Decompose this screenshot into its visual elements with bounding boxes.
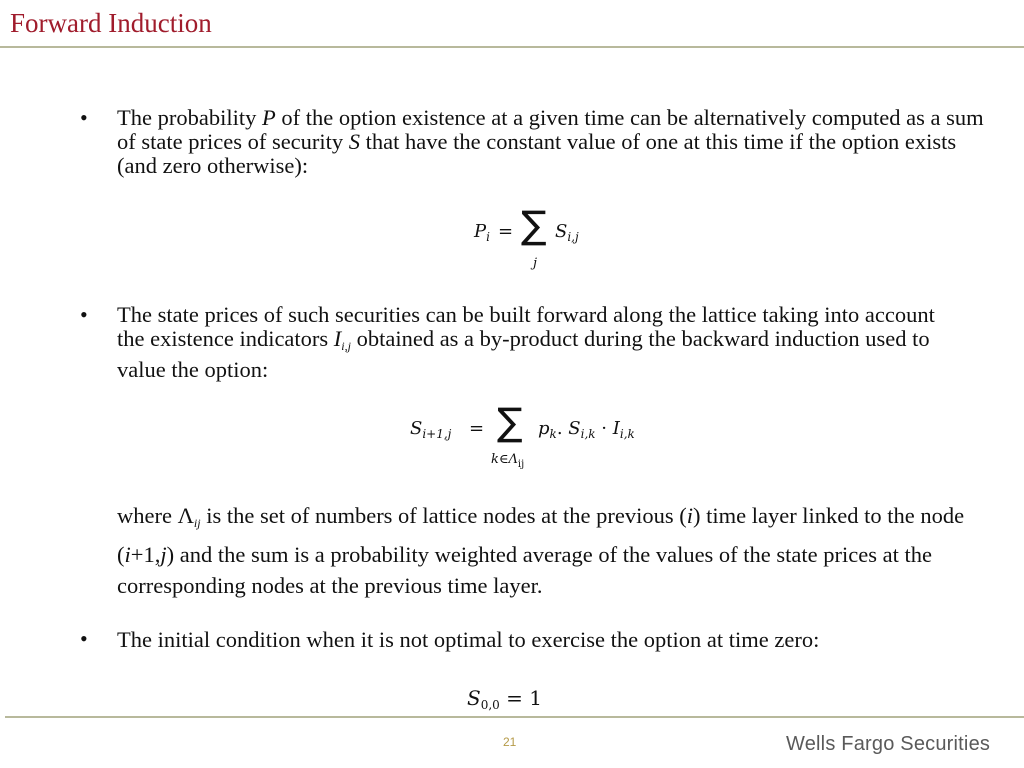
formula-lhs: $P_i$ (474, 221, 490, 244)
formula-equals: = (469, 418, 485, 439)
text-segment: that have the constant value of one at this time if the option exists (and zero otherwise): (117, 129, 957, 178)
lambda-subscript: ij (193, 516, 201, 530)
variable-i: i (686, 503, 693, 528)
text-segment: where (117, 503, 178, 528)
variable-s: S (348, 129, 361, 154)
title-divider (0, 46, 1024, 48)
text-segment: The probability (117, 105, 262, 130)
text-segment: ) time layer linked to the node ( (117, 503, 965, 567)
text-segment: ) and the sum is a probability weighted average of the values of the state prices at the corresponding nodes at the previous time layer. (117, 542, 932, 598)
footer-divider (5, 716, 1024, 718)
sum-index: $k\in\Lambda_{ij}$ (491, 452, 525, 470)
formula-rhs: $S_{i,j}$ (555, 221, 579, 244)
text-segment: is the set of numbers of lattice nodes at the previous ( (200, 503, 687, 528)
variable-p: P (261, 105, 276, 130)
formula-equals: = (498, 221, 514, 242)
page-number: 21 (503, 735, 517, 749)
company-logo: Wells Fargo Securities (786, 733, 991, 755)
text-segment: obtained as a by-product during the backward induction used to value the option: (117, 326, 930, 382)
variable-i-subscript: i,j (341, 339, 351, 353)
bullet-marker: • (80, 302, 88, 327)
bullet-state-prices-text (117, 303, 937, 382)
formula-lhs: $S_{i+1,j}$ (410, 418, 452, 441)
bullet-marker: • (80, 105, 88, 130)
sum-symbol: ∑ (497, 400, 523, 444)
bullet-probability-text (117, 106, 987, 178)
variable-i: I (333, 326, 342, 351)
text-segment: of the option existence at a given time can be alternatively computed as a sum of state prices of security (117, 105, 984, 154)
formula-initial-condition: $S_{0,0} = 1$ (467, 686, 542, 712)
bullet-initial-condition-text: The initial condition when it is not optimal to exercise the option at time zero: (117, 627, 820, 652)
text-segment: The state prices of such securities can be built forward along the lattice taking into account the existence indicators (117, 302, 935, 351)
slide-title: Forward Induction (10, 8, 212, 38)
bullet-marker: • (80, 626, 88, 651)
sum-index: j (533, 256, 538, 271)
variable-j: j (160, 542, 167, 567)
lambda-explanation-text (117, 500, 977, 601)
variable-i: i (124, 542, 131, 567)
lambda-symbol: Λ (177, 503, 194, 528)
sum-symbol: ∑ (521, 203, 547, 247)
text-segment: +1, (130, 542, 161, 567)
formula-rhs: $p_k$. $S_{i,k} \cdot I_{i,k}$ (538, 418, 635, 441)
